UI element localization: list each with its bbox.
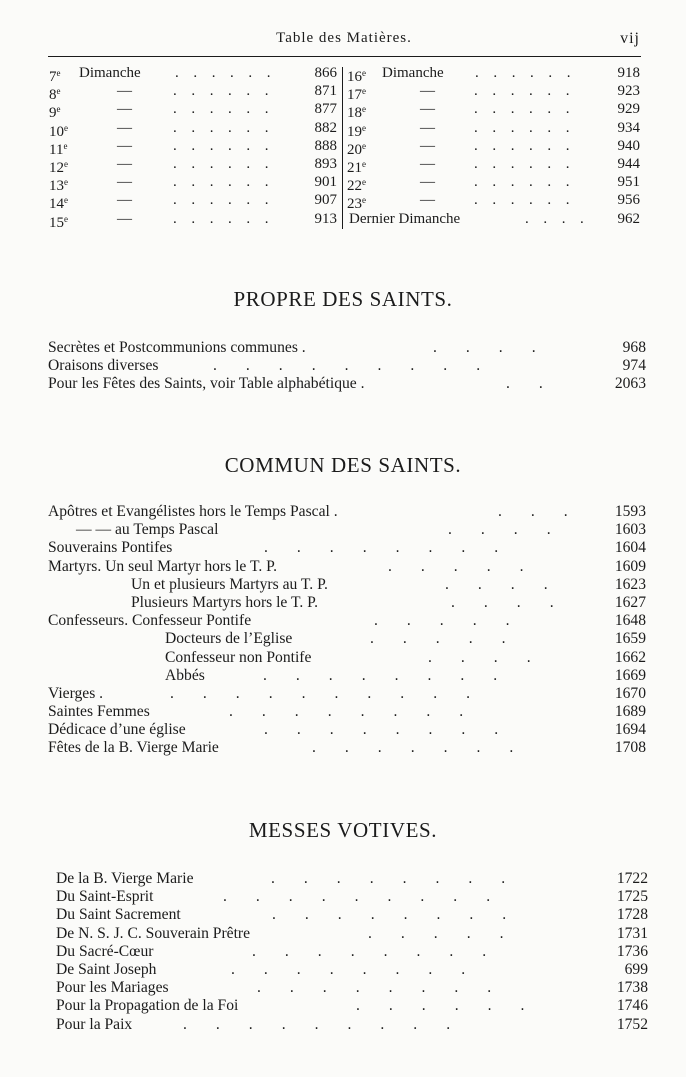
sunday-row <box>49 210 341 231</box>
sunday-label: — <box>117 210 132 227</box>
dot-leader: ...... <box>173 83 284 100</box>
entry-title: Pour la Paix <box>56 1015 133 1033</box>
ordinal-suffix: e <box>64 213 68 224</box>
dot-leader: .... <box>448 521 580 539</box>
page-ref: 1609 <box>614 557 646 575</box>
page-ref: 1648 <box>614 612 646 630</box>
sunday-label: Dimanche <box>382 65 444 81</box>
entry-title: — — au Temps Pascal <box>76 521 219 539</box>
dot-leader: ........ <box>257 979 521 997</box>
sunday-label: — <box>117 101 132 118</box>
sunday-row <box>347 119 640 140</box>
sunday-row <box>49 100 341 122</box>
entry-title: Secrètes et Postcommunions communes . <box>48 339 306 356</box>
entry-title: De la B. Vierge Marie <box>56 870 194 887</box>
sunday-row <box>49 191 341 213</box>
sunday-row <box>347 137 640 158</box>
page-ref: 1603 <box>614 521 646 539</box>
sunday-label: Dernier Dimanche <box>349 210 461 227</box>
dot-leader: ...... <box>474 119 585 136</box>
entry-title: Pour les Fêtes des Saints, voir Table alphabétique . <box>48 375 365 393</box>
entry-title: Docteurs de l’Eglise <box>165 630 293 648</box>
dot-leader: ...... <box>356 997 554 1015</box>
sunday-label: — <box>117 83 132 100</box>
sunday-label: — <box>117 137 132 154</box>
toc-entry <box>48 667 648 685</box>
toc-entry <box>56 870 650 888</box>
ordinal-number: 16 <box>347 69 362 85</box>
ordinal-number: 13 <box>49 178 64 195</box>
ordinal-number: 9 <box>49 105 57 122</box>
ordinal-number: 12 <box>49 159 64 176</box>
header-rule <box>48 56 641 57</box>
dot-leader: ..... <box>368 924 533 942</box>
dot-leader: ........ <box>264 721 528 739</box>
toc-entry <box>48 703 648 721</box>
dot-leader: ...... <box>474 83 585 100</box>
messes-entries <box>56 870 650 1034</box>
toc-entry <box>48 576 648 594</box>
toc-entry <box>48 612 648 630</box>
sunday-row <box>347 210 640 228</box>
toc-entry <box>48 649 648 667</box>
dot-leader: .... <box>445 575 577 593</box>
page-ref: 940 <box>617 137 640 154</box>
page-number: vij <box>620 30 640 47</box>
page-ref: 1627 <box>614 593 646 611</box>
page-ref: 918 <box>617 65 640 81</box>
entry-title: Fêtes de la B. Vierge Marie <box>48 739 219 757</box>
sunday-label: Dimanche <box>79 65 141 81</box>
ordinal-number: 8 <box>49 87 57 104</box>
entry-title: Du Saint Sacrement <box>56 906 181 924</box>
dot-leader: ........ <box>229 703 493 721</box>
toc-entry <box>48 594 648 612</box>
page-ref: 956 <box>617 192 640 209</box>
toc-entry <box>48 558 648 576</box>
dot-leader: ...... <box>474 155 585 172</box>
ordinal-suffix: e <box>64 177 68 188</box>
toc-entry <box>48 721 648 739</box>
sunday-label: — <box>420 83 435 100</box>
sunday-row <box>49 155 341 176</box>
toc-entry <box>48 630 648 648</box>
sunday-label: — <box>117 174 132 191</box>
page-ref: 871 <box>314 83 337 100</box>
dot-leader: ........ <box>252 942 516 960</box>
dot-leader: ......... <box>213 357 510 375</box>
sundays-right-column <box>347 64 640 228</box>
toc-entry <box>56 943 650 961</box>
page-ref: 1746 <box>616 997 648 1015</box>
page-ref: 1736 <box>616 942 648 960</box>
dot-leader: ...... <box>173 155 284 172</box>
dot-leader: .......... <box>170 684 499 702</box>
ordinal-number: 23 <box>347 196 362 213</box>
ordinal-suffix: e <box>362 68 366 78</box>
page-ref: 951 <box>617 174 640 191</box>
page-ref: 2063 <box>614 375 646 393</box>
toc-entry <box>48 685 648 703</box>
commun-entries <box>48 503 648 758</box>
ordinal-suffix: e <box>362 140 366 151</box>
entry-title: Oraisons diverses <box>48 357 159 375</box>
dot-leader: ........ <box>271 870 535 887</box>
dot-leader: ...... <box>173 192 284 209</box>
page-ref: 1662 <box>614 648 646 666</box>
dot-leader: ...... <box>173 174 284 191</box>
sunday-row <box>49 119 341 140</box>
dot-leader: ...... <box>474 101 585 118</box>
page-ref: 1670 <box>614 684 646 702</box>
ordinal-number: 22 <box>347 178 362 195</box>
ordinal-number: 17 <box>347 87 362 104</box>
sunday-ordinal <box>49 210 68 232</box>
entry-title: De Saint Joseph <box>56 960 157 978</box>
page-ref: 1738 <box>616 979 648 997</box>
page-ref: 962 <box>617 210 640 227</box>
entry-title: Du Sacré-Cœur <box>56 942 154 960</box>
ordinal-number: 18 <box>347 105 362 122</box>
dot-leader: ....... <box>312 739 543 757</box>
page-title: Table des Matières. <box>276 30 412 46</box>
page-ref: 1659 <box>614 630 646 648</box>
sunday-label: — <box>117 192 132 209</box>
dot-leader: ...... <box>475 65 586 81</box>
dot-leader: ...... <box>173 101 284 118</box>
heading-messes-votives: MESSES VOTIVES. <box>248 818 438 842</box>
entry-title: Pour la Propagation de la Foi <box>56 997 239 1015</box>
dot-leader: ... <box>498 503 597 520</box>
page-ref: 1694 <box>614 721 646 739</box>
page-ref: 893 <box>314 155 337 172</box>
heading-commun-des-saints: COMMUN DES SAINTS. <box>224 453 462 477</box>
sunday-row <box>347 100 640 122</box>
entry-title: Abbés <box>165 666 205 684</box>
dot-leader: ........ <box>263 666 527 684</box>
toc-entry <box>56 1016 650 1034</box>
sunday-label: — <box>420 101 435 118</box>
toc-entry <box>56 979 650 997</box>
toc-entry <box>56 961 650 979</box>
page-ref: 1722 <box>616 870 648 887</box>
ordinal-number: 21 <box>347 159 362 176</box>
dot-leader: ...... <box>474 174 585 191</box>
ordinal-number: 10 <box>49 123 64 140</box>
sundays-left-column <box>49 64 341 231</box>
ordinal-number: 15 <box>49 214 64 231</box>
sunday-row <box>347 155 640 176</box>
dot-leader: ........ <box>231 960 495 978</box>
toc-entry <box>48 339 648 357</box>
page-ref: 877 <box>314 101 337 118</box>
dot-leader: .. <box>506 375 572 393</box>
dot-leader: ........ <box>272 906 536 924</box>
page-ref: 968 <box>622 339 646 356</box>
toc-entry <box>56 906 650 924</box>
entry-title: Martyrs. Un seul Martyr hors le T. P. <box>48 557 277 575</box>
sunday-label: — <box>420 192 435 209</box>
page-ref: 888 <box>314 137 337 154</box>
column-divider <box>342 67 343 229</box>
sunday-row <box>347 82 640 104</box>
entry-title: Pour les Mariages <box>56 979 169 997</box>
page-ref: 699 <box>624 960 648 978</box>
entry-title: Saintes Femmes <box>48 703 150 721</box>
page-ref: 1604 <box>614 539 646 557</box>
sunday-row <box>49 64 341 85</box>
toc-entry <box>56 925 650 943</box>
entry-title: Apôtres et Evangélistes hors le Temps Pascal . <box>48 503 338 520</box>
page-ref: 934 <box>617 119 640 136</box>
dot-leader: .... <box>451 593 583 611</box>
entry-title: De N. S. J. C. Souverain Prêtre <box>56 924 251 942</box>
toc-entry <box>48 539 648 557</box>
entry-title: Un et plusieurs Martyrs au T. P. <box>131 575 328 593</box>
entry-title: Vierges . <box>48 684 104 702</box>
ordinal-suffix: e <box>64 158 68 169</box>
toc-entry <box>48 357 648 375</box>
sunday-label: — <box>117 155 132 172</box>
toc-entry <box>48 503 648 521</box>
entry-title: Souverains Pontifes <box>48 539 173 557</box>
ordinal-number: 20 <box>347 141 362 158</box>
sunday-row <box>347 173 640 195</box>
page-ref: 1752 <box>616 1015 648 1033</box>
page-ref: 1731 <box>616 924 648 942</box>
ordinal-suffix: e <box>64 195 68 206</box>
sunday-label: — <box>420 174 435 191</box>
page-ref: 1728 <box>616 906 648 924</box>
page-ref: 907 <box>314 192 337 209</box>
sunday-label: — <box>420 155 435 172</box>
dot-leader: ...... <box>173 137 284 154</box>
page-ref: 882 <box>314 119 337 136</box>
ordinal-suffix: e <box>362 195 366 206</box>
page-ref: 944 <box>617 155 640 172</box>
sunday-row <box>347 191 640 213</box>
sunday-label: — <box>420 119 435 136</box>
page-ref: 929 <box>617 101 640 118</box>
page-ref: 1725 <box>616 888 648 906</box>
toc-entry <box>48 739 648 757</box>
ordinal-suffix: e <box>362 122 366 133</box>
sunday-row <box>49 82 341 104</box>
page-ref: 1689 <box>614 703 646 721</box>
toc-entry <box>56 997 650 1015</box>
ordinal-suffix: e <box>56 86 61 97</box>
entry-title: Du Saint-Esprit <box>56 888 154 906</box>
page-ref: 913 <box>314 210 337 227</box>
toc-entry <box>48 521 648 539</box>
page-ref: 866 <box>314 65 337 81</box>
ordinal-suffix: e <box>362 177 366 188</box>
dot-leader: ..... <box>388 557 553 575</box>
ordinal-suffix: e <box>362 104 366 115</box>
dot-leader: .... <box>433 339 565 356</box>
sunday-row <box>347 64 640 85</box>
dot-leader: ...... <box>474 192 585 209</box>
ordinal-suffix: e <box>362 86 366 97</box>
ordinal-number: 7 <box>49 69 57 85</box>
entry-title: Confesseurs. Confesseur Pontife <box>48 612 252 630</box>
entry-title: Plusieurs Martyrs hors le T. P. <box>131 593 318 611</box>
dot-leader: ......... <box>223 888 520 906</box>
dot-leader: .... <box>525 210 599 227</box>
dot-leader: ......... <box>183 1015 480 1033</box>
ordinal-suffix: e <box>63 140 68 151</box>
entry-title: Dédicace d’une église <box>48 721 186 739</box>
ordinal-suffix: e <box>56 68 61 78</box>
running-header <box>48 28 640 48</box>
dot-leader: .... <box>428 648 560 666</box>
entry-title: Confesseur non Pontife <box>165 648 312 666</box>
sunday-row <box>49 173 341 195</box>
ordinal-suffix: e <box>64 122 68 133</box>
dot-leader: ........ <box>264 539 528 557</box>
propre-entries <box>48 339 648 394</box>
page-ref: 1623 <box>614 575 646 593</box>
dot-leader: ...... <box>173 210 284 227</box>
dot-leader: ..... <box>370 630 535 648</box>
ordinal-number: 14 <box>49 196 64 213</box>
page-ref: 923 <box>617 83 640 100</box>
dot-leader: ...... <box>175 65 286 81</box>
page-ref: 1593 <box>614 503 646 520</box>
ordinal-suffix: e <box>362 158 366 169</box>
sunday-label: — <box>420 137 435 154</box>
page-ref: 974 <box>622 357 646 375</box>
sunday-label: — <box>117 119 132 136</box>
dot-leader: ...... <box>173 119 284 136</box>
dot-leader: ...... <box>474 137 585 154</box>
ordinal-number: 19 <box>347 123 362 140</box>
dot-leader: ..... <box>374 612 539 630</box>
page-ref: 1669 <box>614 666 646 684</box>
ordinal-number: 11 <box>49 141 64 158</box>
heading-propre-des-saints: PROPRE DES SAINTS. <box>233 287 453 311</box>
sunday-row <box>49 137 341 158</box>
toc-entry <box>48 375 648 393</box>
page-ref: 901 <box>314 174 337 191</box>
ordinal-suffix: e <box>56 104 61 115</box>
page-ref: 1708 <box>614 739 646 757</box>
toc-entry <box>56 888 650 906</box>
